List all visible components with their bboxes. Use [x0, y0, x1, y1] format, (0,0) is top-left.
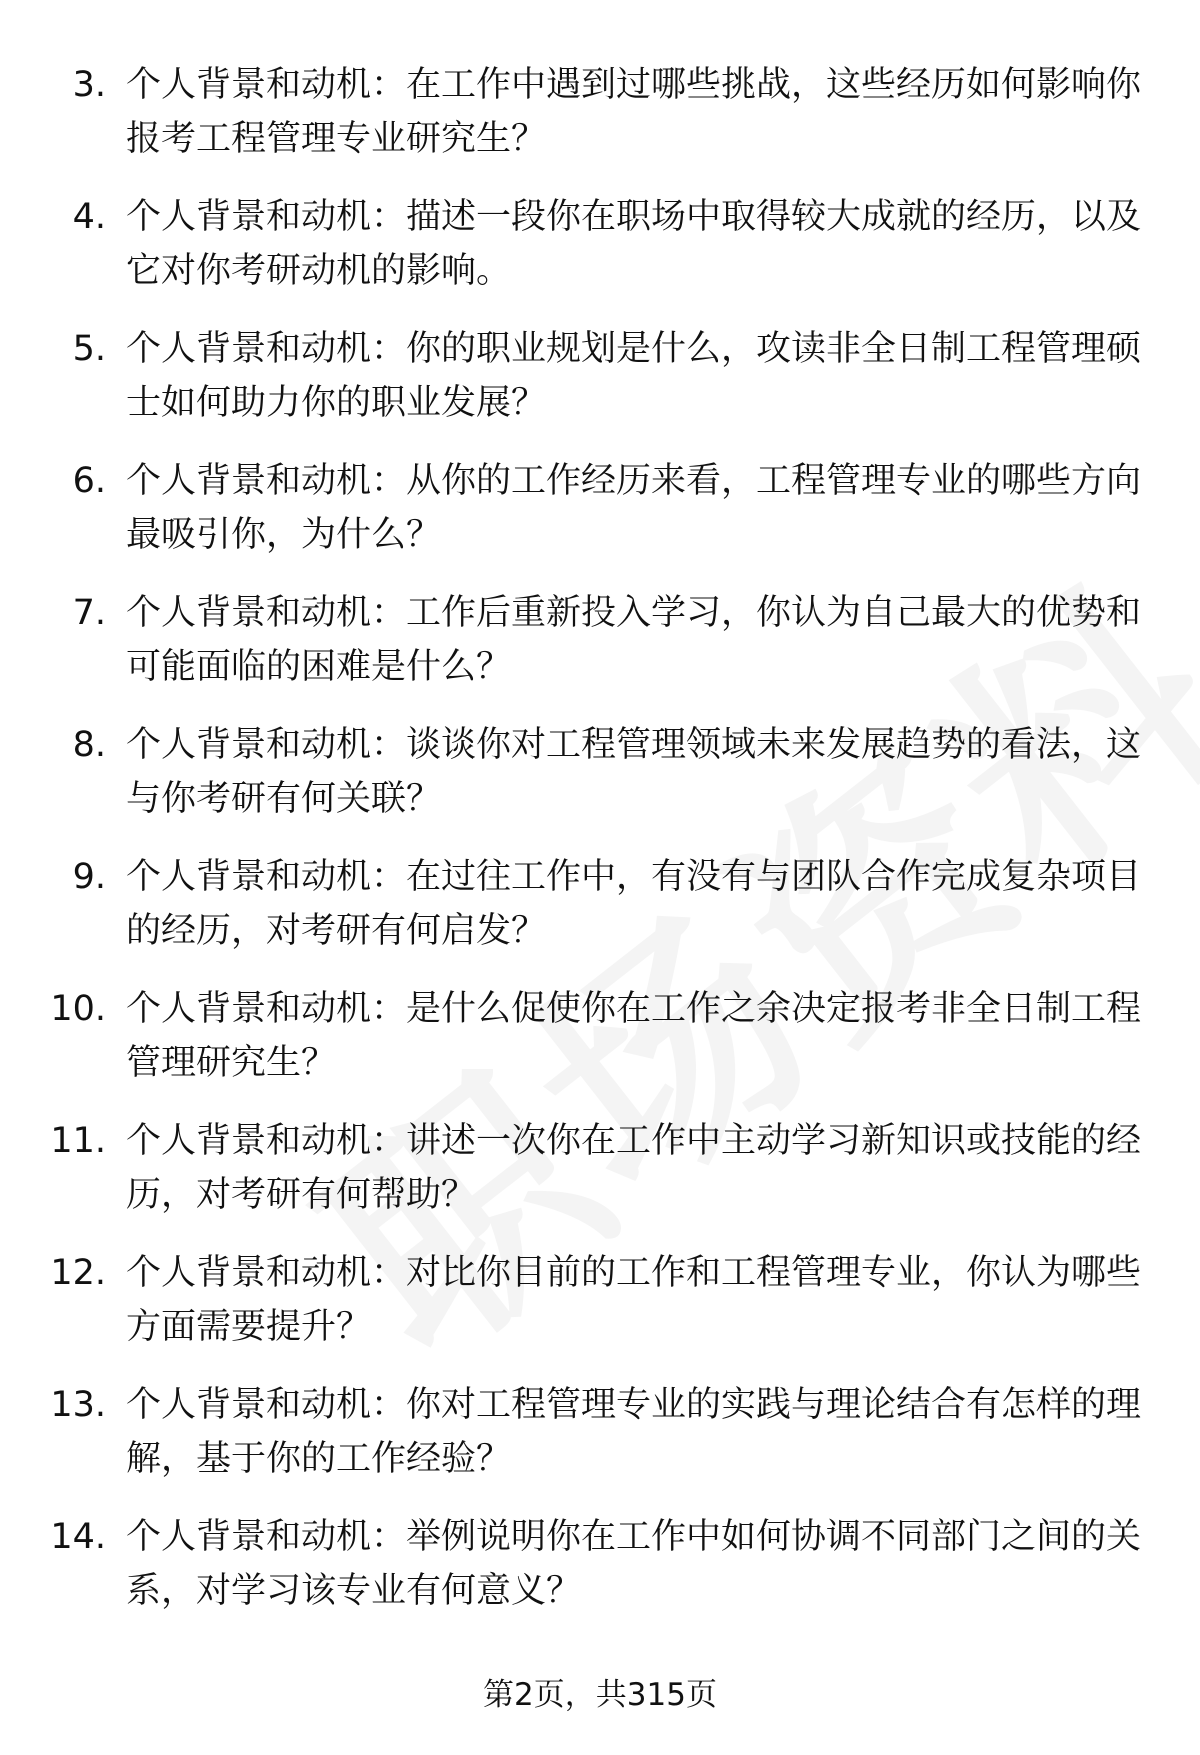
question-text: 个人背景和动机：在过往工作中，有没有与团队合作完成复杂项目的经历，对考研有何启发？ [126, 857, 1142, 951]
question-text: 个人背景和动机：工作后重新投入学习，你认为自己最大的优势和可能面临的困难是什么？ [126, 593, 1142, 687]
question-number: 8. [72, 725, 106, 765]
question-text: 个人背景和动机：在工作中遇到过哪些挑战，这些经历如何影响你报考工程管理专业研究生？ [126, 65, 1142, 159]
question-item [0, 1510, 1200, 1642]
question-text: 个人背景和动机：你对工程管理专业的实践与理论结合有怎样的理解，基于你的工作经验？ [126, 1385, 1142, 1479]
question-text: 个人背景和动机：对比你目前的工作和工程管理专业，你认为哪些方面需要提升？ [126, 1253, 1142, 1347]
question-number: 12. [50, 1253, 106, 1293]
question-number: 10. [50, 989, 106, 1029]
question-item [0, 190, 1200, 322]
question-item [0, 454, 1200, 586]
question-list [0, 58, 1200, 1642]
question-number: 3. [72, 65, 106, 105]
question-number: 13. [50, 1385, 106, 1425]
question-text: 个人背景和动机：从你的工作经历来看，工程管理专业的哪些方向最吸引你，为什么？ [126, 461, 1142, 555]
question-item [0, 850, 1200, 982]
question-item [0, 1378, 1200, 1510]
question-text: 个人背景和动机：你的职业规划是什么，攻读非全日制工程管理硕士如何助力你的职业发展？ [126, 329, 1142, 423]
question-number: 5. [72, 329, 106, 369]
question-number: 7. [72, 593, 106, 633]
question-item [0, 322, 1200, 454]
question-number: 11. [50, 1121, 106, 1161]
question-text: 个人背景和动机：讲述一次你在工作中主动学习新知识或技能的经历，对考研有何帮助？ [126, 1121, 1142, 1215]
question-text: 个人背景和动机：谈谈你对工程管理领域未来发展趋势的看法，这与你考研有何关联？ [126, 725, 1142, 819]
question-number: 6. [72, 461, 106, 501]
question-text: 个人背景和动机：是什么促使你在工作之余决定报考非全日制工程管理研究生？ [126, 989, 1142, 1083]
question-text: 个人背景和动机：描述一段你在职场中取得较大成就的经历，以及它对你考研动机的影响。 [126, 197, 1142, 291]
question-item [0, 982, 1200, 1114]
question-item [0, 586, 1200, 718]
question-number: 14. [50, 1517, 106, 1557]
question-text: 个人背景和动机：举例说明你在工作中如何协调不同部门之间的关系，对学习该专业有何意义？ [126, 1517, 1142, 1611]
question-item [0, 718, 1200, 850]
question-item [0, 1114, 1200, 1246]
question-number: 9. [72, 857, 106, 897]
question-item [0, 58, 1200, 190]
question-item [0, 1246, 1200, 1378]
question-number: 4. [72, 197, 106, 237]
page-number-footer: 第2页，共315页 [483, 1677, 717, 1713]
